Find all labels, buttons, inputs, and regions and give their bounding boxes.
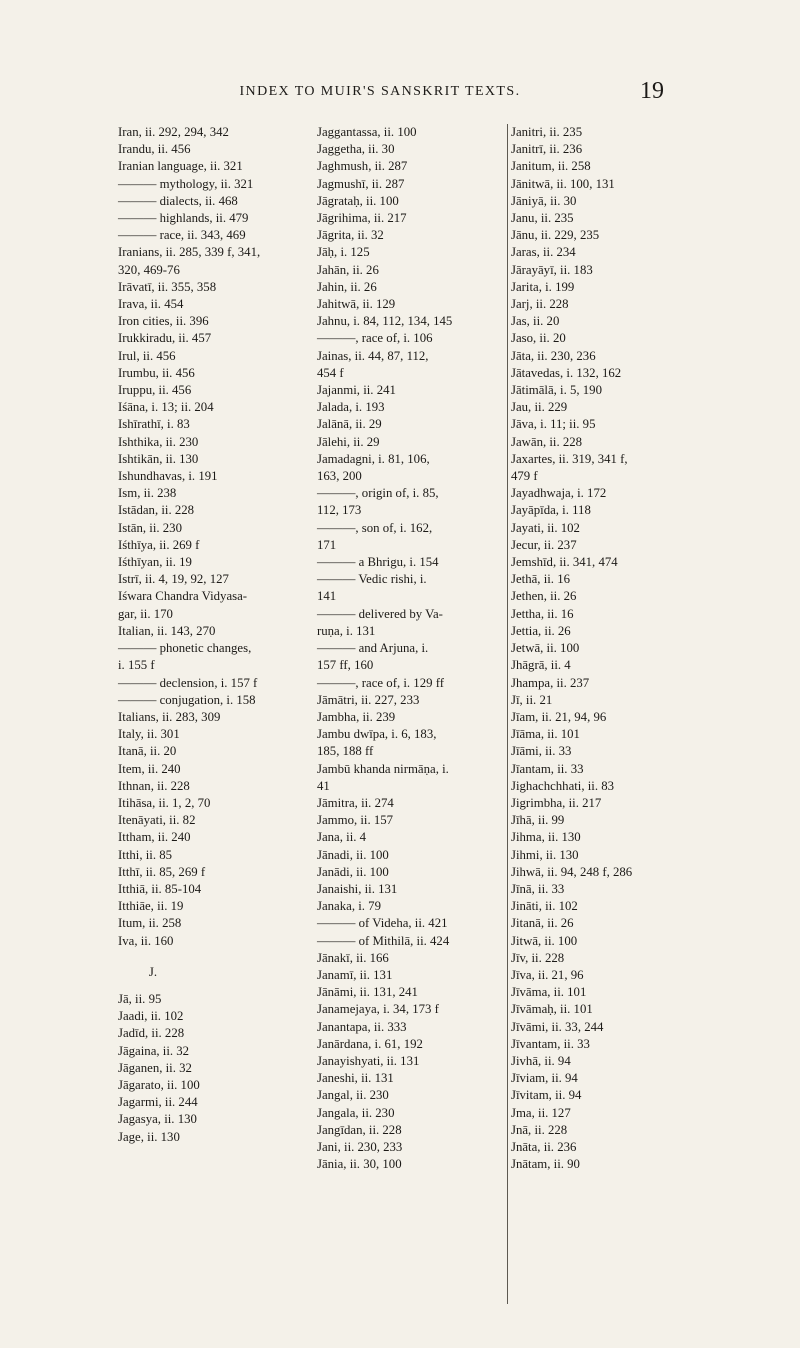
index-entry: Jambha, ii. 239	[317, 709, 396, 724]
index-entry: ——— race, ii. 343, 469	[118, 228, 246, 243]
index-entry: Jihma, ii. 130	[511, 830, 581, 845]
index-entry: Italian, ii. 143, 270	[118, 623, 216, 638]
index-entry: Jethen, ii. 26	[511, 589, 577, 604]
index-entry: Jīvāma, ii. 101	[511, 985, 587, 1000]
index-entry: Jāniyā, ii. 30	[511, 193, 577, 208]
index-entry: Irukkiradu, ii. 457	[118, 331, 212, 346]
index-entry: Jāta, ii. 230, 236	[511, 348, 596, 363]
index-entry: Janayishyati, ii. 131	[317, 1053, 420, 1068]
index-entry: Iranian language, ii. 321	[118, 159, 243, 174]
index-entry: Itthī, ii. 85, 269 f	[118, 864, 206, 879]
index-entry: Itthiāe, ii. 19	[118, 899, 184, 914]
index-entry: Istān, ii. 230	[118, 520, 182, 535]
index-entry: Jainas, ii. 44, 87, 112,	[317, 348, 429, 363]
index-entry: Jagarmi, ii. 244	[118, 1095, 198, 1110]
index-entry: Jihwā, ii. 94, 248 f, 286	[511, 864, 633, 879]
index-entry: Italians, ii. 283, 309	[118, 709, 221, 724]
index-entry: Jettia, ii. 26	[511, 623, 571, 638]
index-entry: Jīviam, ii. 94	[511, 1071, 578, 1086]
index-entry: Jagmushī, ii. 287	[317, 176, 405, 191]
index-entry: Jīantam, ii. 33	[511, 761, 584, 776]
index-entry: Itum, ii. 258	[118, 916, 182, 931]
index-entry: Jaadi, ii. 102	[118, 1009, 184, 1024]
index-entry: Itihāsa, ii. 1, 2, 70	[118, 795, 211, 810]
index-entry: 185, 188 ff	[317, 744, 374, 759]
index-entry: Irava, ii. 454	[118, 297, 184, 312]
index-entry: Itthi, ii. 85	[118, 847, 173, 862]
index-entry: ———, son of, i. 162,	[317, 520, 433, 535]
index-entry: ——— declension, i. 157 f	[118, 675, 258, 690]
index-entry: Ishtikān, ii. 130	[118, 451, 199, 466]
index-entry: Jnātam, ii. 90	[511, 1157, 580, 1172]
index-entry: Janārdana, i. 61, 192	[317, 1036, 423, 1051]
index-entry: Jayati, ii. 102	[511, 520, 580, 535]
index-entry: Janeshi, ii. 131	[317, 1071, 394, 1086]
index-entry: Jāgrihima, ii. 217	[317, 211, 407, 226]
index-entry: Janantapa, ii. 333	[317, 1019, 407, 1034]
index-entry: Iva, ii. 160	[118, 933, 174, 948]
index-entry: Jāgarato, ii. 100	[118, 1077, 200, 1092]
index-entry: Jau, ii. 229	[511, 400, 568, 415]
index-entry: gar, ii. 170	[118, 606, 173, 621]
index-entry: Jaxartes, ii. 319, 341 f,	[511, 451, 628, 466]
index-entry: Iruppu, ii. 456	[118, 383, 192, 398]
index-entry: Italy, ii. 301	[118, 727, 180, 742]
index-entry: Jīvāmaḥ, ii. 101	[511, 1002, 593, 1017]
index-entry: Istrī, ii. 4, 19, 92, 127	[118, 572, 229, 587]
index-entry: Jighachchhati, ii. 83	[511, 778, 615, 793]
index-entry: Jetwā, ii. 100	[511, 641, 580, 656]
index-entry: ——— phonetic changes,	[118, 641, 252, 656]
index-entry: 320, 469-76	[118, 262, 180, 277]
index-entry: Jana, ii. 4	[317, 830, 367, 845]
index-entry: Iśthīya, ii. 269 f	[118, 537, 200, 552]
index-entry: Jāva, i. 11; ii. 95	[511, 417, 596, 432]
index-entry: Janamejaya, i. 34, 173 f	[317, 1002, 439, 1017]
index-entry: Jambu dwīpa, i. 6, 183,	[317, 727, 437, 742]
index-entry: Jī, ii. 21	[511, 692, 553, 707]
index-entry: Jāmitra, ii. 274	[317, 795, 394, 810]
index-entry: ——— of Videha, ii. 421	[317, 916, 448, 931]
index-entry: ——— and Arjuna, i.	[317, 641, 429, 656]
index-entry: Jīāmi, ii. 33	[511, 744, 572, 759]
index-entry: Itthiā, ii. 85-104	[118, 881, 202, 896]
index-entry: Jahān, ii. 26	[317, 262, 379, 277]
index-entry: Jhāgrā, ii. 4	[511, 658, 571, 673]
index-entry: ———, origin of, i. 85,	[317, 486, 439, 501]
index-column-2	[317, 124, 512, 1173]
index-entry: Jātimālā, i. 5, 190	[511, 383, 602, 398]
index-entry: Jecur, ii. 237	[511, 537, 577, 552]
index-entry: Item, ii. 240	[118, 761, 181, 776]
index-entry: Jhampa, ii. 237	[511, 675, 590, 690]
index-entry: Jadīd, ii. 228	[118, 1026, 185, 1041]
index-entry: Jāgrataḥ, ii. 100	[317, 193, 399, 208]
index-entry: Jīnā, ii. 33	[511, 881, 565, 896]
index-entry: Ishundhavas, i. 191	[118, 469, 218, 484]
index-entry: ——— Vedic rishi, i.	[317, 572, 427, 587]
index-entry: Jīam, ii. 21, 94, 96	[511, 709, 607, 724]
index-entry: Jambū khanda nirmāṇa, i.	[317, 761, 449, 776]
index-entry: Jāmātri, ii. 227, 233	[317, 692, 420, 707]
index-entry: ——— delivered by Va-	[317, 606, 443, 621]
index-entry: Jammo, ii. 157	[317, 813, 394, 828]
index-entry: Jīvantam, ii. 33	[511, 1036, 590, 1051]
index-entry: Jemshīd, ii. 341, 474	[511, 555, 618, 570]
index-entry: Jigrimbha, ii. 217	[511, 795, 602, 810]
page-number: 19	[640, 78, 664, 104]
index-entry: Jaggantassa, ii. 100	[317, 125, 417, 139]
index-entry: Jātavedas, i. 132, 162	[511, 365, 622, 380]
index-entry: Jivhā, ii. 94	[511, 1053, 571, 1068]
index-entry: 479 f	[511, 469, 538, 484]
index-entry: Jānadi, ii. 100	[317, 847, 389, 862]
index-entry: Istādan, ii. 228	[118, 503, 195, 518]
index-entry: Jawān, ii. 228	[511, 434, 583, 449]
index-entry: Jettha, ii. 16	[511, 606, 574, 621]
index-entry: Ism, ii. 238	[118, 486, 177, 501]
index-entry: Ishthika, ii. 230	[118, 434, 199, 449]
index-entry: Janamī, ii. 131	[317, 967, 393, 982]
index-entry: 171	[317, 537, 337, 552]
index-entry: Jamadagni, i. 81, 106,	[317, 451, 430, 466]
index-entry: Jahin, ii. 26	[317, 279, 377, 294]
index-entry: 163, 200	[317, 469, 362, 484]
index-entry: Jānia, ii. 30, 100	[317, 1157, 402, 1172]
index-entry: Jnā, ii. 228	[511, 1122, 568, 1137]
index-entry: Jīv, ii. 228	[511, 950, 565, 965]
index-entry: Jāḥ, i. 125	[317, 245, 370, 260]
index-entry: Irāvatī, ii. 355, 358	[118, 279, 217, 294]
index-entry: Jālehi, ii. 29	[317, 434, 380, 449]
index-entry: Iranians, ii. 285, 339 f, 341,	[118, 245, 261, 260]
index-entry: Itanā, ii. 20	[118, 744, 177, 759]
index-entry: Janitri, ii. 235	[511, 125, 583, 139]
index-entry: Janitum, ii. 258	[511, 159, 591, 174]
index-entry: Jagasya, ii. 130	[118, 1112, 197, 1127]
index-entry: i. 155 f	[118, 658, 155, 673]
index-entry: Jīvitam, ii. 94	[511, 1088, 582, 1103]
index-entry: Jaso, ii. 20	[511, 331, 566, 346]
index-entry: Jānitwā, ii. 100, 131	[511, 176, 615, 191]
index-column-3	[511, 124, 721, 1173]
index-entry: Jarita, i. 199	[511, 279, 575, 294]
index-entry: Irul, ii. 456	[118, 348, 176, 363]
index-entry: Jahnu, i. 84, 112, 134, 145	[317, 314, 453, 329]
index-entry: ——— mythology, ii. 321	[118, 176, 254, 191]
index-entry: Janādi, ii. 100	[317, 864, 389, 879]
index-entry: Jānāmi, ii. 131, 241	[317, 985, 418, 1000]
index-entry: Jāganen, ii. 32	[118, 1060, 192, 1075]
index-entry: Jāgaina, ii. 32	[118, 1043, 190, 1058]
column-divider	[507, 124, 508, 1304]
index-entry: Janitrī, ii. 236	[511, 142, 583, 157]
index-entry: Iran, ii. 292, 294, 342	[118, 125, 229, 139]
page-header-title: INDEX TO MUIR'S SANSKRIT TEXTS.	[239, 84, 521, 99]
index-entry: Jānu, ii. 229, 235	[511, 228, 600, 243]
index-entry: Janaka, i. 79	[317, 899, 381, 914]
index-entry: 112, 173	[317, 503, 362, 518]
index-entry: 157 ff, 160	[317, 658, 374, 673]
index-entry: Jma, ii. 127	[511, 1105, 571, 1120]
index-entry: 141	[317, 589, 337, 604]
index-entry: Iśāna, i. 13; ii. 204	[118, 400, 214, 415]
index-entry: Jā, ii. 95	[118, 991, 162, 1006]
index-entry: Jajanmi, ii. 241	[317, 383, 396, 398]
index-entry: Ithnan, ii. 228	[118, 778, 190, 793]
index-entry: Jāgrita, ii. 32	[317, 228, 384, 243]
index-entry: Iron cities, ii. 396	[118, 314, 209, 329]
index-entry: Jināti, ii. 102	[511, 899, 578, 914]
index-entry: ———, race of, i. 129 ff	[317, 675, 444, 690]
index-entry: Jangīdan, ii. 228	[317, 1122, 402, 1137]
index-entry: Irandu, ii. 456	[118, 142, 191, 157]
index-entry: ——— of Mithilā, ii. 424	[317, 933, 450, 948]
index-entry: Jangal, ii. 230	[317, 1088, 389, 1103]
index-entry: Jahitwā, ii. 129	[317, 297, 396, 312]
index-entry: ———, race of, i. 106	[317, 331, 433, 346]
index-entry: Jaras, ii. 234	[511, 245, 576, 260]
index-entry: Jārayāyī, ii. 183	[511, 262, 593, 277]
index-entry: Jayadhwaja, i. 172	[511, 486, 607, 501]
index-entry: Jage, ii. 130	[118, 1129, 180, 1144]
section-letter-heading: J.	[148, 964, 158, 979]
index-entry: Jīvāmi, ii. 33, 244	[511, 1019, 604, 1034]
index-entry: Janaishi, ii. 131	[317, 881, 398, 896]
index-entry: ruṇa, i. 131	[317, 623, 376, 638]
index-entry: Jānakī, ii. 166	[317, 950, 389, 965]
index-entry: Iśwara Chandra Vidyasa-	[118, 589, 248, 604]
index-entry: Jalānā, ii. 29	[317, 417, 382, 432]
index-entry: Irumbu, ii. 456	[118, 365, 195, 380]
index-entry: 41	[317, 778, 330, 793]
index-entry: Iśthīyan, ii. 19	[118, 555, 192, 570]
index-entry: Ishīrathī, i. 83	[118, 417, 190, 432]
running-header	[0, 78, 800, 106]
index-entry: Jethā, ii. 16	[511, 572, 570, 587]
index-entry: ——— highlands, ii. 479	[118, 211, 249, 226]
index-entry: Jangala, ii. 230	[317, 1105, 395, 1120]
index-entry: Jīva, ii. 21, 96	[511, 967, 584, 982]
index-entry: Jas, ii. 20	[511, 314, 560, 329]
index-entry: Ittham, ii. 240	[118, 830, 191, 845]
index-entry: Jaghmush, ii. 287	[317, 159, 408, 174]
index-entry: Janu, ii. 235	[511, 211, 574, 226]
index-entry: Jihmi, ii. 130	[511, 847, 579, 862]
index-entry: ——— dialects, ii. 468	[118, 193, 238, 208]
index-entry: Jnāta, ii. 236	[511, 1139, 577, 1154]
index-entry: Jarj, ii. 228	[511, 297, 569, 312]
index-entry: Itenāyati, ii. 82	[118, 813, 196, 828]
index-entry: Jani, ii. 230, 233	[317, 1139, 403, 1154]
index-entry: Jitanā, ii. 26	[511, 916, 574, 931]
index-entry: ——— conjugation, i. 158	[118, 692, 256, 707]
index-column-1	[118, 124, 318, 1146]
index-entry: 454 f	[317, 365, 344, 380]
index-entry: Jīhā, ii. 99	[511, 813, 565, 828]
index-entry: Jaggetha, ii. 30	[317, 142, 395, 157]
index-entry: ——— a Bhrigu, i. 154	[317, 555, 439, 570]
index-entry: Jitwā, ii. 100	[511, 933, 578, 948]
index-entry: Jayāpīda, i. 118	[511, 503, 591, 518]
index-entry: Jīāma, ii. 101	[511, 727, 580, 742]
index-entry: Jalada, i. 193	[317, 400, 385, 415]
